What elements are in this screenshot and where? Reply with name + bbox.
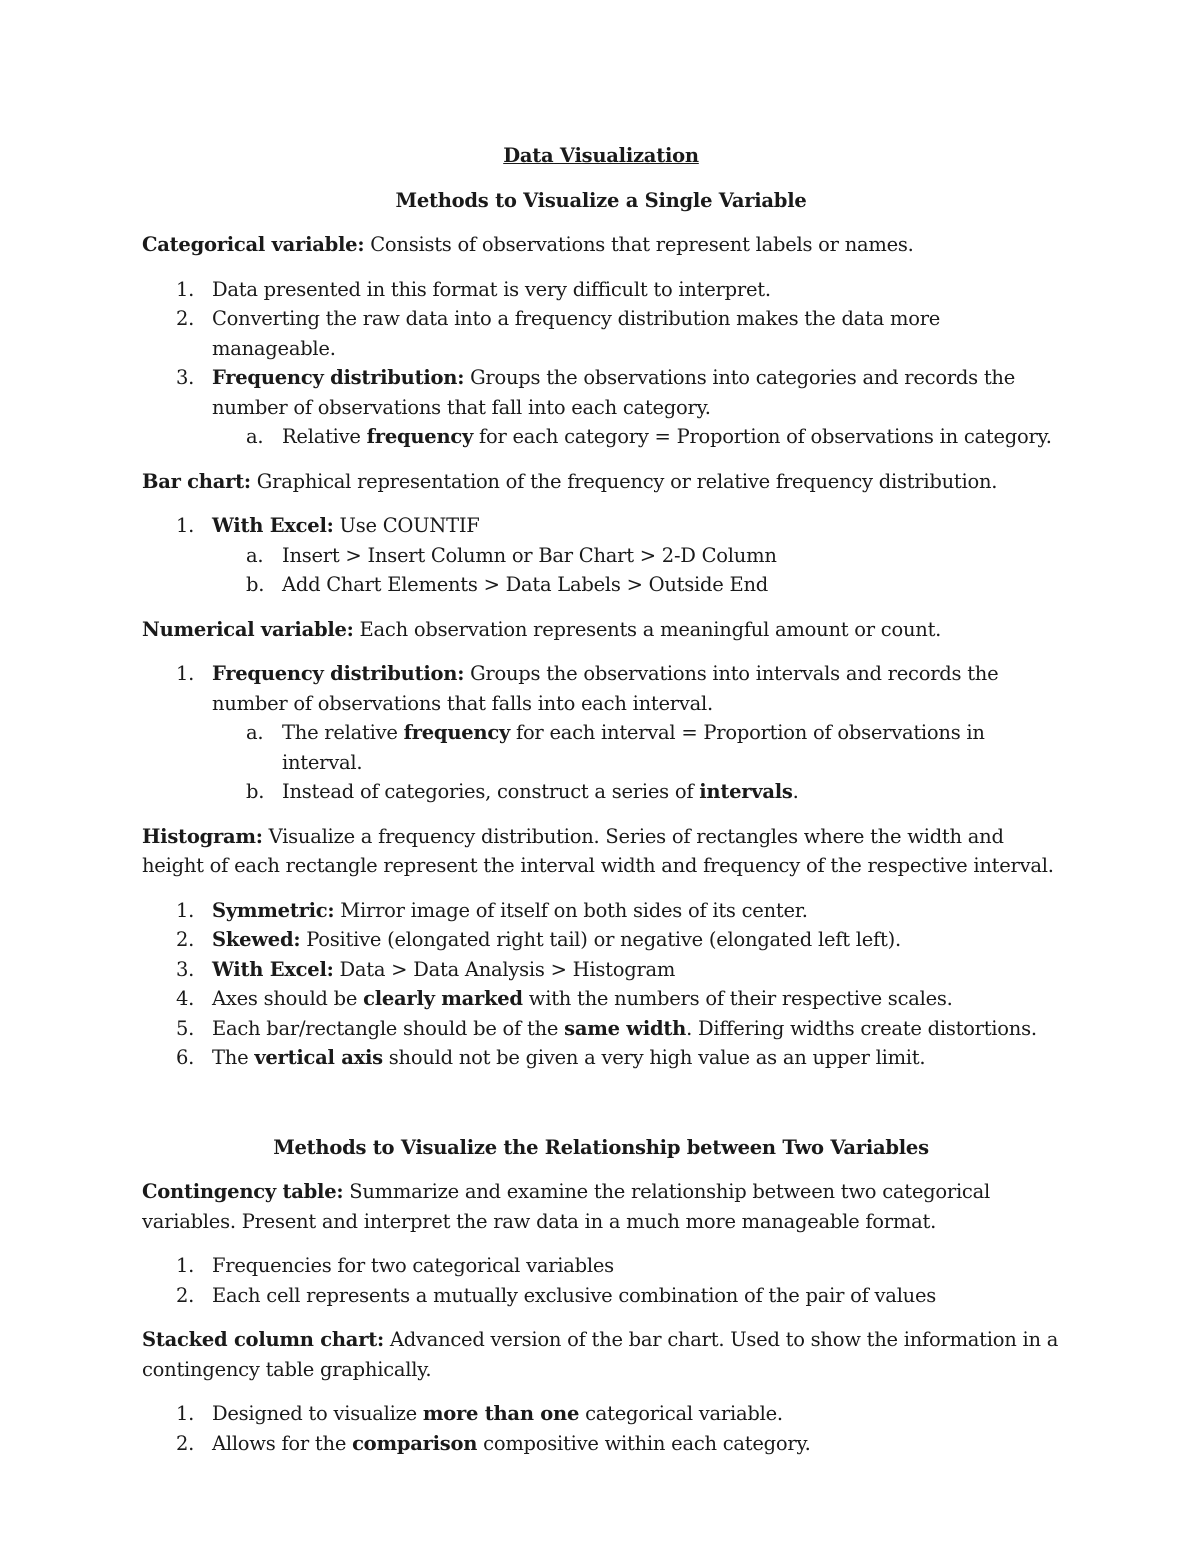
list-item <box>142 1014 1060 1044</box>
list-item-text: The <box>212 1046 255 1069</box>
sublist-item <box>142 422 1060 452</box>
list-item-text: categorical variable. <box>579 1402 783 1425</box>
list-item <box>142 304 1060 363</box>
sublist-item-text: . <box>792 780 799 803</box>
sublist-item-text: for each category = Proportion of observations in category. <box>473 425 1052 448</box>
list-item <box>142 275 1060 305</box>
list-item-text: Converting the raw data into a frequency distribution makes the data more manageable. <box>212 307 941 360</box>
histogram-label: Histogram: <box>142 824 263 848</box>
section-heading-two-variables: Methods to Visualize the Relationship between Two Variables <box>273 1135 929 1159</box>
list-item-bold: Frequency distribution: <box>212 366 465 389</box>
list-item-bold: Frequency distribution: <box>212 662 465 685</box>
list-item-bold: Symmetric: <box>212 898 335 922</box>
categorical-text: Consists of observations that represent labels or names. <box>364 233 914 256</box>
stacked-definition <box>142 1325 1060 1384</box>
categorical-list <box>142 275 1060 452</box>
list-number: 2. <box>176 1431 195 1455</box>
contingency-label: Contingency table: <box>142 1180 344 1203</box>
bar-chart-label: Bar chart: <box>142 469 251 493</box>
contingency-text: Summarize and examine the relationship between two categorical variables. Present and interpret the raw data in a much more manageable format. <box>142 1180 990 1233</box>
list-item-text: Positive (elongated right tail) or negative (elongated left left). <box>300 928 901 951</box>
document-title: Data Visualization <box>503 144 699 167</box>
list-item-text: . Differing widths create distortions. <box>686 1016 1037 1040</box>
list-item-text: Groups the observations into intervals and records the number of observations that falls into each interval. <box>212 662 999 715</box>
list-item <box>142 925 1060 955</box>
list-number: 6. <box>176 1046 195 1069</box>
categorical-label: Categorical variable: <box>142 233 365 256</box>
list-item <box>142 955 1060 985</box>
list-item <box>142 659 1060 807</box>
histogram-list <box>142 896 1060 1073</box>
sublist-item-bold: intervals <box>699 780 793 803</box>
list-item <box>142 511 1060 600</box>
sublist-item-text: Instead of categories, construct a series of <box>282 780 700 803</box>
list-number: 5. <box>176 1016 195 1040</box>
list-item <box>142 1043 1060 1073</box>
contingency-definition <box>142 1177 1060 1236</box>
list-number: 2. <box>176 928 195 951</box>
list-item <box>142 1251 1060 1281</box>
sublist-item <box>142 718 1060 777</box>
list-item-bold: more than one <box>422 1402 580 1425</box>
list-item-text: Groups the observations into categories and records the number of observations that fall into each category. <box>212 366 1016 419</box>
bar-chart-sublist <box>212 541 1060 600</box>
stacked-list <box>142 1399 1060 1458</box>
list-number: 2. <box>176 307 195 330</box>
list-item-text: Frequencies for two categorical variables <box>212 1254 614 1277</box>
list-number: 4. <box>176 987 195 1010</box>
list-item-bold: With Excel: <box>212 957 334 981</box>
list-item-bold: clearly marked <box>363 987 523 1010</box>
numerical-text: Each observation represents a meaningful amount or count. <box>353 617 942 641</box>
bar-chart-list <box>142 511 1060 600</box>
sublist-item <box>142 570 1060 600</box>
bar-chart-text: Graphical representation of the frequency or relative frequency distribution. <box>250 469 998 493</box>
list-item-text: Data > Data Analysis > Histogram <box>333 957 676 981</box>
list-item-bold: Skewed: <box>212 928 301 951</box>
document-body <box>142 141 1060 1458</box>
list-item-text: Use COUNTIF <box>333 514 480 537</box>
sublist-item <box>142 777 1060 807</box>
numerical-sublist <box>212 718 1060 807</box>
list-number: 3. <box>176 366 195 389</box>
list-number: 3. <box>176 957 195 981</box>
sublist-letter: a. <box>246 721 264 744</box>
categorical-sublist <box>212 422 1060 452</box>
sublist-item-text: Relative <box>282 425 367 448</box>
histogram-text: Visualize a frequency distribution. Series of rectangles where the width and height of each rectangle represent the interval width and frequency of the respective interval. <box>142 824 1054 877</box>
list-number: 1. <box>176 1402 195 1425</box>
list-number: 1. <box>176 662 195 685</box>
section-heading-single-variable: Methods to Visualize a Single Variable <box>395 188 807 212</box>
sublist-letter: b. <box>246 573 265 596</box>
list-item <box>142 1399 1060 1429</box>
histogram-definition <box>142 822 1060 881</box>
list-item-text: Mirror image of itself on both sides of its center. <box>334 898 808 922</box>
list-item-bold: With Excel: <box>212 514 334 537</box>
numerical-label: Numerical variable: <box>142 617 354 641</box>
list-item-bold: same width <box>564 1016 687 1040</box>
list-item-text: Axes should be <box>212 987 364 1010</box>
sublist-item-bold: frequency <box>366 425 474 448</box>
sublist-letter: a. <box>246 543 264 567</box>
sublist-item-text: The relative <box>282 721 404 744</box>
list-item-text: Designed to visualize <box>212 1402 423 1425</box>
list-item-text: should not be given a very high value as an upper limit. <box>382 1046 926 1069</box>
list-item-text: Data presented in this format is very difficult to interpret. <box>212 277 771 301</box>
list-number: 1. <box>176 277 195 301</box>
list-item <box>142 1429 1060 1459</box>
numerical-definition <box>142 615 1060 645</box>
sublist-item <box>142 541 1060 571</box>
list-item-bold: vertical axis <box>254 1046 383 1069</box>
list-number: 1. <box>176 898 195 922</box>
bar-chart-definition <box>142 467 1060 497</box>
list-item-text: with the numbers of their respective scales. <box>522 987 953 1010</box>
contingency-list <box>142 1251 1060 1310</box>
list-item-bold: comparison <box>352 1431 478 1455</box>
sublist-item-text: Insert > Insert Column or Bar Chart > 2-D Column <box>282 543 777 567</box>
list-item-text: compositive within each category. <box>477 1431 811 1455</box>
categorical-definition <box>142 230 1060 260</box>
stacked-text: Advanced version of the bar chart. Used to show the information in a contingency table graphically. <box>142 1328 1059 1381</box>
sublist-letter: a. <box>246 425 264 448</box>
list-item <box>142 363 1060 452</box>
list-number: 1. <box>176 514 195 537</box>
sublist-item-bold: frequency <box>403 721 511 744</box>
sublist-letter: b. <box>246 780 265 803</box>
sublist-item-text: Add Chart Elements > Data Labels > Outside End <box>282 573 769 596</box>
numerical-list <box>142 659 1060 807</box>
list-number: 1. <box>176 1254 195 1277</box>
list-item-text: Allows for the <box>212 1431 353 1455</box>
list-item-text: Each cell represents a mutually exclusive combination of the pair of values <box>212 1283 937 1307</box>
list-item <box>142 984 1060 1014</box>
list-item <box>142 896 1060 926</box>
list-item <box>142 1281 1060 1311</box>
stacked-label: Stacked column chart: <box>142 1328 384 1351</box>
list-number: 2. <box>176 1283 195 1307</box>
sublist-item-text: for each interval = Proportion of observations in interval. <box>282 721 985 774</box>
list-item-text: Each bar/rectangle should be of the <box>212 1016 565 1040</box>
